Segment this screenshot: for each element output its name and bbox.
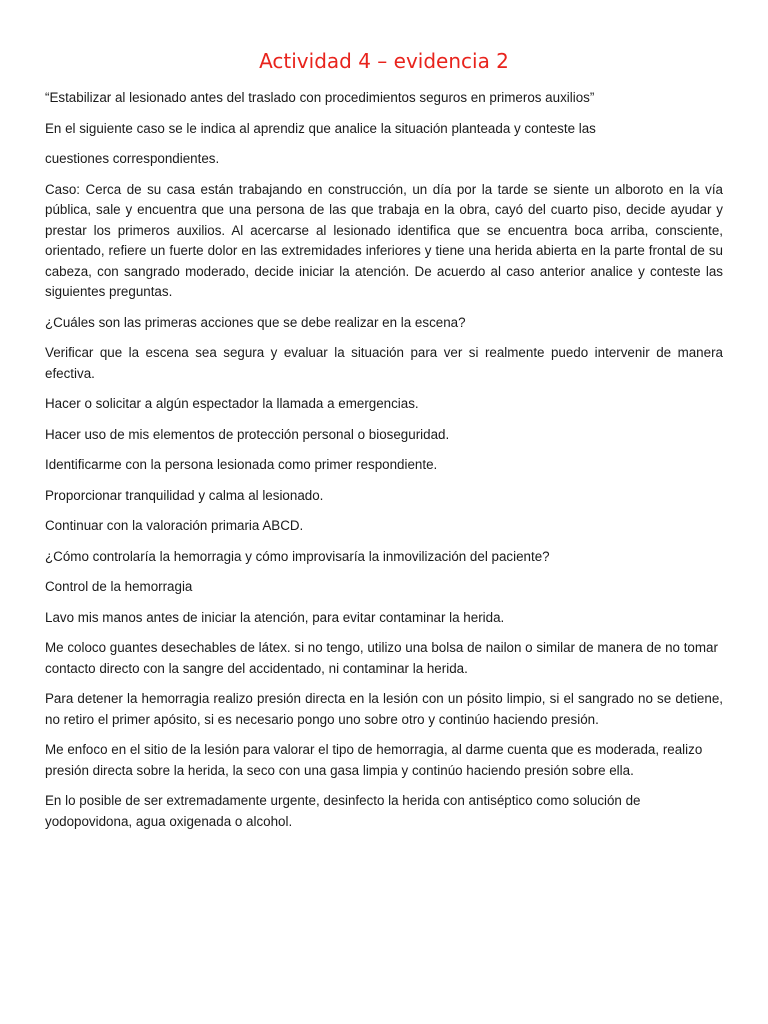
hemorrhage-step-5: En lo posible de ser extremadamente urgente, desinfecto la herida con antiséptico como solución de yodopovidona, agua oxigenada o alcohol. bbox=[45, 793, 641, 829]
hemorrhage-step-4: Me enfoco en el sitio de la lesión para valorar el tipo de hemorragia, al darme cuenta que es moderada, realizo presión directa sobre la herida, la seco con una gasa limpia y continúo haciendo presión sobre ella. bbox=[45, 742, 703, 778]
instructions-line-1: En el siguiente caso se le indica al aprendiz que analice la situación planteada y conteste las bbox=[45, 120, 596, 136]
hemorrhage-step-2: Me coloco guantes desechables de látex. si no tengo, utilizo una bolsa de nailon o similar de manera de no tomar contacto directo con la sangre del accidentado, ni contaminar la herida. bbox=[45, 640, 718, 676]
question-1: ¿Cuáles son las primeras acciones que se debe realizar en la escena? bbox=[45, 314, 466, 330]
answer-1-step-6: Continuar con la valoración primaria ABCD. bbox=[45, 518, 304, 533]
question-2: ¿Cómo controlaría la hemorragia y cómo improvisaría la inmovilización del paciente? bbox=[45, 548, 550, 564]
instructions-line-2: cuestiones correspondientes. bbox=[45, 151, 220, 166]
hemorrhage-step-3: Para detener la hemorragia realizo presión directa en la lesión con un pósito limpio, si el sangrado no se detiene, no retiro el primer apósito, si es necesario pongo uno sobre otro y continúo haciendo presión. bbox=[45, 691, 723, 727]
answer-1-step-1: Verificar que la escena sea segura y evaluar la situación para ver si realmente puedo intervenir de manera efectiva. bbox=[45, 345, 723, 381]
document-title: Actividad 4 – evidencia 2 bbox=[259, 49, 509, 73]
answer-1-step-4: Identificarme con la persona lesionada como primer respondiente. bbox=[45, 457, 438, 472]
activity-objective: “Estabilizar al lesionado antes del traslado con procedimientos seguros en primeros auxilios” bbox=[45, 90, 595, 105]
section-heading-hemorrhage: Control de la hemorragia bbox=[45, 579, 193, 594]
answer-1-step-3: Hacer uso de mis elementos de protección personal o bioseguridad. bbox=[45, 426, 450, 442]
answer-1-step-5: Proporcionar tranquilidad y calma al lesionado. bbox=[45, 487, 324, 503]
case-description: Caso: Cerca de su casa están trabajando en construcción, un día por la tarde se siente un alboroto en la vía pública, sale y encuentra que una persona de las que trabaja en la obra, cayó del cuarto piso, decide ayudar y prestar los primeros auxilios. Al acercarse al lesionado identifica que se encuentra boca arriba, consciente, orientado, refiere un fuerte dolor en las extremidades inferiores y tiene una herida abierta en la parte frontal de su cabeza, con sangrado moderado, decide iniciar la atención. De acuerdo al caso anterior analice y conteste las siguientes preguntas. bbox=[45, 181, 723, 299]
answer-1-step-2: Hacer o solicitar a algún espectador la llamada a emergencias. bbox=[45, 396, 419, 411]
hemorrhage-step-1: Lavo mis manos antes de iniciar la atención, para evitar contaminar la herida. bbox=[45, 609, 505, 625]
